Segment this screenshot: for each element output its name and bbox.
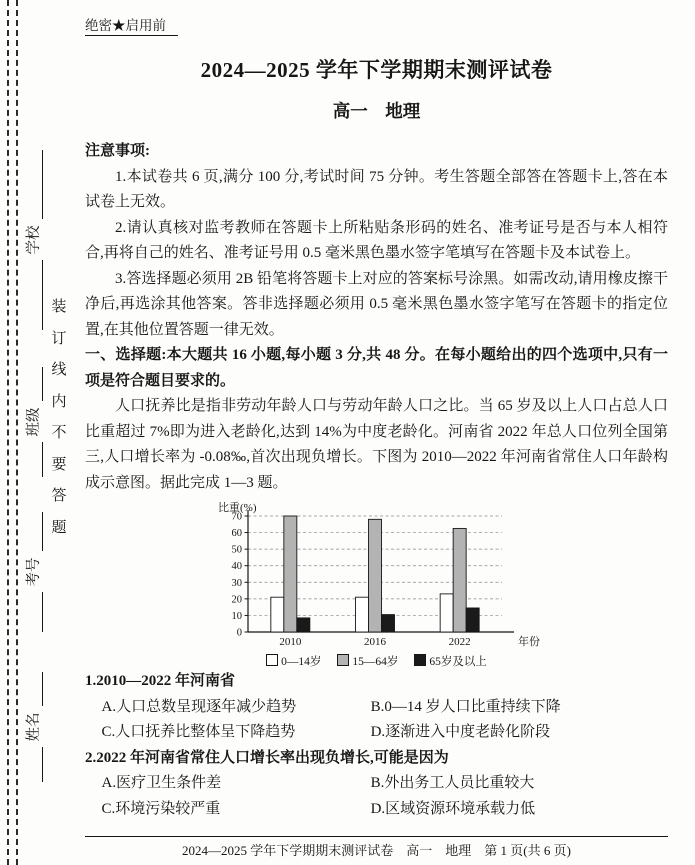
svg-text:年份: 年份 [517,636,540,648]
question-2-option-b: B.外出务工人员比重较大 [370,775,535,791]
legend-swatch-white [266,654,278,666]
seal-char: 订 [51,330,67,347]
notice-item-1: 1.本试卷共 6 页,满分 100 分,考试时间 75 分钟。考生答题全部答在答题卡上,答在本试卷上无效。 [85,168,668,210]
notice-heading: 注意事项: [85,143,150,159]
field-label-school: 学校 [25,225,42,255]
legend-label: 65岁及以上 [429,656,487,668]
question-2-option-d: D.区域资源环境承载力低 [370,800,536,817]
section-one-heading: 一、选择题:本大题共 16 小题,每小题 3 分,共 48 分。在每小题给出的四个选项中,只有一项是符合题目要求的。 [85,347,668,389]
question-2-option-a: A.医疗卫生条件差 [101,775,222,791]
seal-char: 不 [51,425,67,441]
legend-item-15-64 [337,653,398,669]
question-1-options-row-2 [85,720,668,746]
paper-subject: 高一 地理 [332,101,421,121]
svg-text:70: 70 [231,511,242,523]
chart-legend [85,653,668,669]
seal-char: 要 [51,456,67,473]
field-label-class: 班级 [25,407,42,437]
write-in-line [29,672,43,707]
question-group-intro: 人口抚养比是指非劳动年龄人口与劳动年龄人口之比。当 65 岁及以上人口占总人口比重超过 7%即为进入老龄化,达到 14%为中度老龄化。河南省 2022 年总人口位列全国第三,人口增长率为 -0.08‰,首次出现负增长。下图为 2010—2022 年河南省常住人口年龄构成示意图。据此完成 1—3 题。 [85,398,668,491]
chart-plot-area [212,500,542,650]
legend-item-65-plus [414,653,487,669]
legend-label: 0—14岁 [281,656,322,668]
svg-text:10: 10 [231,610,242,622]
question-1-option-d: D.逐渐进入中度老龄化阶段 [370,724,551,740]
notice-item-3: 3.答选择题必须用 2B 铅笔将答题卡上对应的答案标号涂黑。如需改动,请用橡皮擦干净后,再选涂其他答案。答非选择题必须用 0.5 毫米黑色墨水签字笔写在答题卡的指定位置,在其他位置答题一律无效。 [85,270,668,338]
question-2-options-row-1 [85,771,668,797]
question-1 [85,669,668,746]
legend-swatch-gray [337,654,349,666]
legend-label: 15—64岁 [352,656,399,668]
classification-label: 绝密★启用前 [85,14,178,36]
footer-text: 2024—2025 学年下学期期末测评试卷 高一 地理 第 1 页(共 6 页) [182,843,571,858]
svg-text:2016: 2016 [363,636,386,648]
question-2-stem: 2.2022 年河南省常住人口增长率出现负增长,可能是因为 [85,749,449,766]
page-footer [85,836,668,862]
binding-margin [0,0,85,865]
field-label-exam-number: 考号 [25,557,42,587]
svg-text:20: 20 [231,594,242,606]
paper-title: 2024—2025 学年下学期期末测评试卷 [200,58,553,82]
seal-char: 线 [51,362,67,378]
svg-text:2010: 2010 [278,636,301,648]
seal-char: 题 [51,519,67,536]
field-label-name: 姓名 [25,712,42,742]
paper-content [85,0,668,822]
svg-text:30: 30 [231,577,242,589]
write-in-line [29,150,43,220]
svg-text:40: 40 [231,561,242,573]
question-2-option-c: C.环境污染较严重 [101,800,221,817]
write-in-line [29,593,43,633]
question-1-stem: 1.2010—2022 年河南省 [85,673,236,689]
binding-field-name [23,672,43,782]
binding-field-school [23,150,43,330]
seal-char: 装 [51,299,67,315]
write-in-line [29,367,43,402]
question-2 [85,746,668,823]
question-2-options-row-2 [85,797,668,823]
question-1-option-b: B.0—14 岁人口比重持续下降 [370,698,561,715]
binding-seal-text [50,296,68,539]
svg-text:60: 60 [231,528,242,540]
write-in-line [29,512,43,552]
svg-text:50: 50 [231,544,242,556]
seal-char: 答 [51,488,67,504]
binding-dashed-line-outer [7,0,9,865]
question-1-option-c: C.人口抚养比整体呈下降趋势 [101,724,296,740]
binding-dashed-line-inner [16,0,18,865]
write-in-line [29,748,43,783]
question-1-option-a: A.人口总数呈现逐年减少趋势 [101,698,297,715]
write-in-line [29,261,43,331]
svg-text:比重(%): 比重(%) [217,502,256,514]
svg-text:2022: 2022 [448,636,471,648]
notice-item-2: 2.请认真核对监考教师在答题卡上所粘贴条形码的姓名、准考证号是否与本人相符合,再将自己的姓名、准考证号用 0.5 毫米黑色墨水签字笔填写在答题卡及本试卷上。 [85,219,668,261]
write-in-line [29,443,43,478]
binding-field-exam-number [23,512,43,632]
question-1-options-row-1 [85,695,668,721]
legend-item-0-14 [266,653,321,669]
svg-text:0: 0 [236,627,242,639]
binding-field-class [23,367,43,477]
age-structure-chart [85,500,668,669]
legend-swatch-black [414,654,426,666]
seal-char: 内 [51,393,67,410]
